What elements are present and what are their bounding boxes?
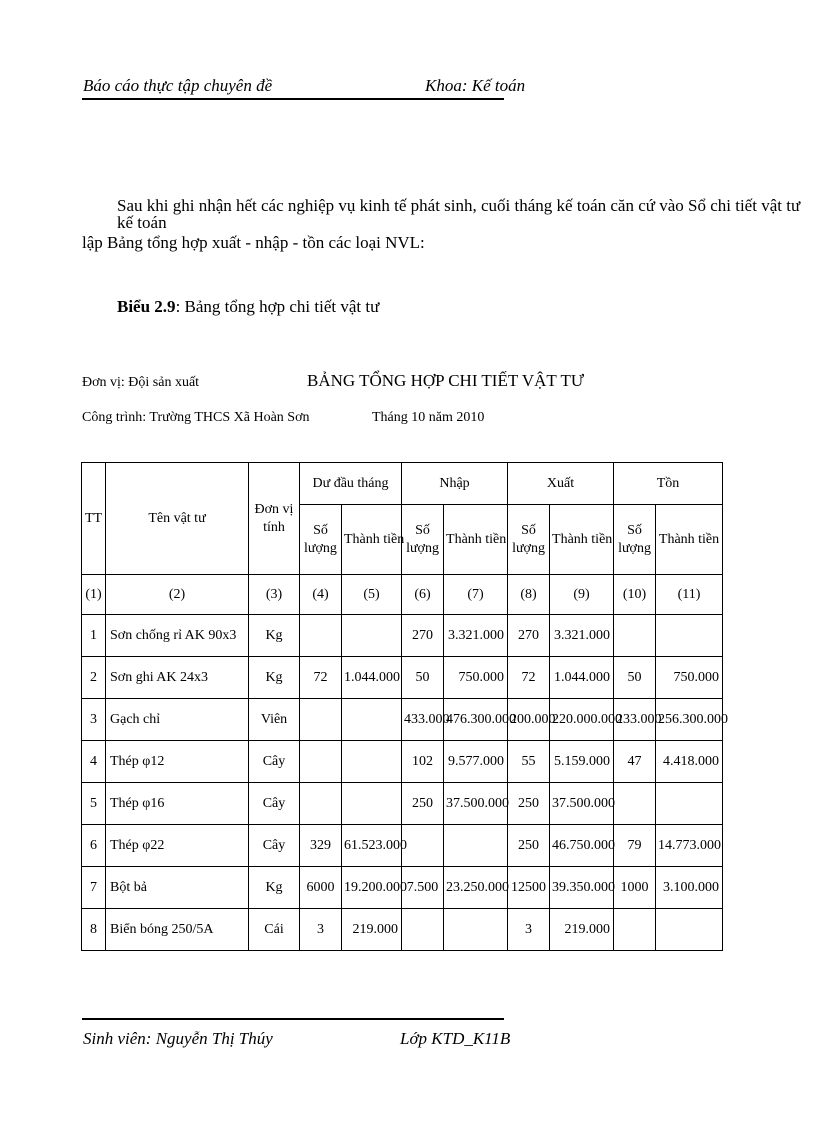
table-cell: 19.200.000 xyxy=(342,867,402,909)
table-cell: Viên xyxy=(249,699,300,741)
table-cell xyxy=(656,615,723,657)
table-cell: 50 xyxy=(402,657,444,699)
table-cell xyxy=(300,699,342,741)
caption-text: : Bảng tổng hợp chi tiết vật tư xyxy=(175,297,380,316)
col-number: (2) xyxy=(106,575,249,615)
header-amount: Thành tiền xyxy=(656,505,723,575)
table-cell: Thép φ12 xyxy=(106,741,249,783)
header-amount: Thành tiền xyxy=(550,505,614,575)
caption-label: Biểu 2.9 xyxy=(117,297,176,316)
header-name: Tên vật tư xyxy=(106,463,249,575)
col-number: (4) xyxy=(300,575,342,615)
table-cell: 14.773.000 xyxy=(656,825,723,867)
table-cell xyxy=(402,909,444,951)
table-caption xyxy=(117,298,379,315)
table-cell: 7.500 xyxy=(402,867,444,909)
table-cell: 37.500.000 xyxy=(550,783,614,825)
table-cell: 9.577.000 xyxy=(444,741,508,783)
table-cell: 3.321.000 xyxy=(444,615,508,657)
table-cell: Thép φ16 xyxy=(106,783,249,825)
table-cell xyxy=(300,741,342,783)
col-number: (5) xyxy=(342,575,402,615)
footer-rule xyxy=(82,1018,504,1020)
table-cell: 256.300.000 xyxy=(656,699,723,741)
table-cell: 46.750.000 xyxy=(550,825,614,867)
table-row xyxy=(82,657,723,699)
table-cell xyxy=(402,825,444,867)
table-cell xyxy=(444,909,508,951)
table-cell xyxy=(342,615,402,657)
table-cell: 23.250.000 xyxy=(444,867,508,909)
table-cell xyxy=(614,783,656,825)
header-left: Báo cáo thực tập chuyên đề xyxy=(83,76,273,95)
table-row xyxy=(82,615,723,657)
table-cell: 1 xyxy=(82,615,106,657)
table-cell: 1000 xyxy=(614,867,656,909)
table-cell: 72 xyxy=(300,657,342,699)
table-cell: Sơn chống rỉ AK 90x3 xyxy=(106,615,249,657)
table-cell: 6 xyxy=(82,825,106,867)
table-cell: Kg xyxy=(249,615,300,657)
table-cell: 50 xyxy=(614,657,656,699)
table-cell: 7 xyxy=(82,867,106,909)
table-cell: 102 xyxy=(402,741,444,783)
col-number: (6) xyxy=(402,575,444,615)
table-cell: Biển bóng 250/5A xyxy=(106,909,249,951)
table-cell: Thép φ22 xyxy=(106,825,249,867)
table-cell: 5 xyxy=(82,783,106,825)
table-cell xyxy=(342,783,402,825)
table-cell xyxy=(300,615,342,657)
unit-label: Đơn vị: Đội sản xuất xyxy=(82,375,200,390)
material-summary-table xyxy=(81,462,729,951)
table-cell: 4.418.000 xyxy=(656,741,723,783)
table-cell: 37.500.000 xyxy=(444,783,508,825)
table-cell: 3 xyxy=(82,699,106,741)
table-cell: 5.159.000 xyxy=(550,741,614,783)
group-import: Nhập xyxy=(402,463,508,505)
header-qty: Số lượng xyxy=(402,505,444,575)
table-cell: 12500 xyxy=(508,867,550,909)
table-cell: Kg xyxy=(249,657,300,699)
table-row xyxy=(82,741,723,783)
col-number: (8) xyxy=(508,575,550,615)
table-cell: Bột bả xyxy=(106,867,249,909)
column-number-row xyxy=(82,575,723,615)
table-cell xyxy=(614,909,656,951)
col-number: (9) xyxy=(550,575,614,615)
header-rule xyxy=(82,98,504,100)
table-cell: 219.000 xyxy=(342,909,402,951)
table-cell: 72 xyxy=(508,657,550,699)
header-qty: Số lượng xyxy=(300,505,342,575)
table-cell: 233.000 xyxy=(614,699,656,741)
intro-line-1: Sau khi ghi nhận hết các nghiệp vụ kinh tế phát sinh, cuối tháng kế toán căn cứ vào Sổ chi tiết vật tư kế toán xyxy=(117,196,801,232)
table-cell xyxy=(300,783,342,825)
project-label: Công trình: Trường THCS Xã Hoàn Sơn xyxy=(82,410,310,425)
table-cell xyxy=(342,699,402,741)
table-cell: 750.000 xyxy=(656,657,723,699)
table-cell: 476.300.000 xyxy=(444,699,508,741)
table-row xyxy=(82,825,723,867)
table-cell: 250 xyxy=(508,825,550,867)
table-cell xyxy=(444,825,508,867)
footer-left: Sinh viên: Nguyễn Thị Thúy xyxy=(83,1029,273,1048)
header-right: Khoa: Kế toán xyxy=(425,76,526,95)
table-cell: Cái xyxy=(249,909,300,951)
table-cell xyxy=(342,741,402,783)
table-cell: Cây xyxy=(249,741,300,783)
table-cell: 79 xyxy=(614,825,656,867)
group-export: Xuất xyxy=(508,463,614,505)
table-cell: 3 xyxy=(508,909,550,951)
table-row xyxy=(82,699,723,741)
table-cell xyxy=(614,615,656,657)
table-cell: 4 xyxy=(82,741,106,783)
table-cell: 3.321.000 xyxy=(550,615,614,657)
header-tt: TT xyxy=(82,463,106,575)
table-cell: 2 xyxy=(82,657,106,699)
table-cell: 47 xyxy=(614,741,656,783)
table-cell: 1.044.000 xyxy=(342,657,402,699)
header-qty: Số lượng xyxy=(508,505,550,575)
table-cell: 270 xyxy=(402,615,444,657)
table-cell: Cây xyxy=(249,825,300,867)
table-cell: 39.350.000 xyxy=(550,867,614,909)
group-opening: Dư đầu tháng xyxy=(300,463,402,505)
group-closing: Tồn xyxy=(614,463,723,505)
table-cell: 55 xyxy=(508,741,550,783)
table-cell xyxy=(656,909,723,951)
table-cell: 250 xyxy=(402,783,444,825)
table-cell: 329 xyxy=(300,825,342,867)
table-cell: 270 xyxy=(508,615,550,657)
header-qty: Số lượng xyxy=(614,505,656,575)
table-cell: 220.000.000 xyxy=(550,699,614,741)
table-cell: 8 xyxy=(82,909,106,951)
table-cell: 250 xyxy=(508,783,550,825)
form-title: BẢNG TỔNG HỢP CHI TIẾT VẬT TƯ xyxy=(307,371,585,390)
table-cell: 6000 xyxy=(300,867,342,909)
table-cell: 61.523.000 xyxy=(342,825,402,867)
table-cell: Sơn ghi AK 24x3 xyxy=(106,657,249,699)
intro-line-2: lập Bảng tổng hợp xuất - nhập - tồn các loại NVL: xyxy=(82,233,425,252)
table-cell: 433.000 xyxy=(402,699,444,741)
col-number: (3) xyxy=(249,575,300,615)
table-cell xyxy=(656,783,723,825)
table-cell: 1.044.000 xyxy=(550,657,614,699)
table-cell: 3 xyxy=(300,909,342,951)
col-number: (7) xyxy=(444,575,508,615)
table-cell: Kg xyxy=(249,867,300,909)
table-cell: 219.000 xyxy=(550,909,614,951)
table-cell: Cây xyxy=(249,783,300,825)
header-amount: Thành tiền xyxy=(444,505,508,575)
col-number: (10) xyxy=(614,575,656,615)
footer-right: Lớp KTD_K11B xyxy=(400,1029,511,1048)
col-number: (11) xyxy=(656,575,723,615)
table-row xyxy=(82,909,723,951)
header-amount: Thành tiền xyxy=(342,505,402,575)
table-cell: 750.000 xyxy=(444,657,508,699)
table-cell: 3.100.000 xyxy=(656,867,723,909)
table-row xyxy=(82,867,723,909)
table-cell: Gạch chỉ xyxy=(106,699,249,741)
table-row xyxy=(82,783,723,825)
header-unit: Đơn vị tính xyxy=(249,463,300,575)
period-label: Tháng 10 năm 2010 xyxy=(372,410,485,425)
table-cell: 200.000 xyxy=(508,699,550,741)
col-number: (1) xyxy=(82,575,106,615)
